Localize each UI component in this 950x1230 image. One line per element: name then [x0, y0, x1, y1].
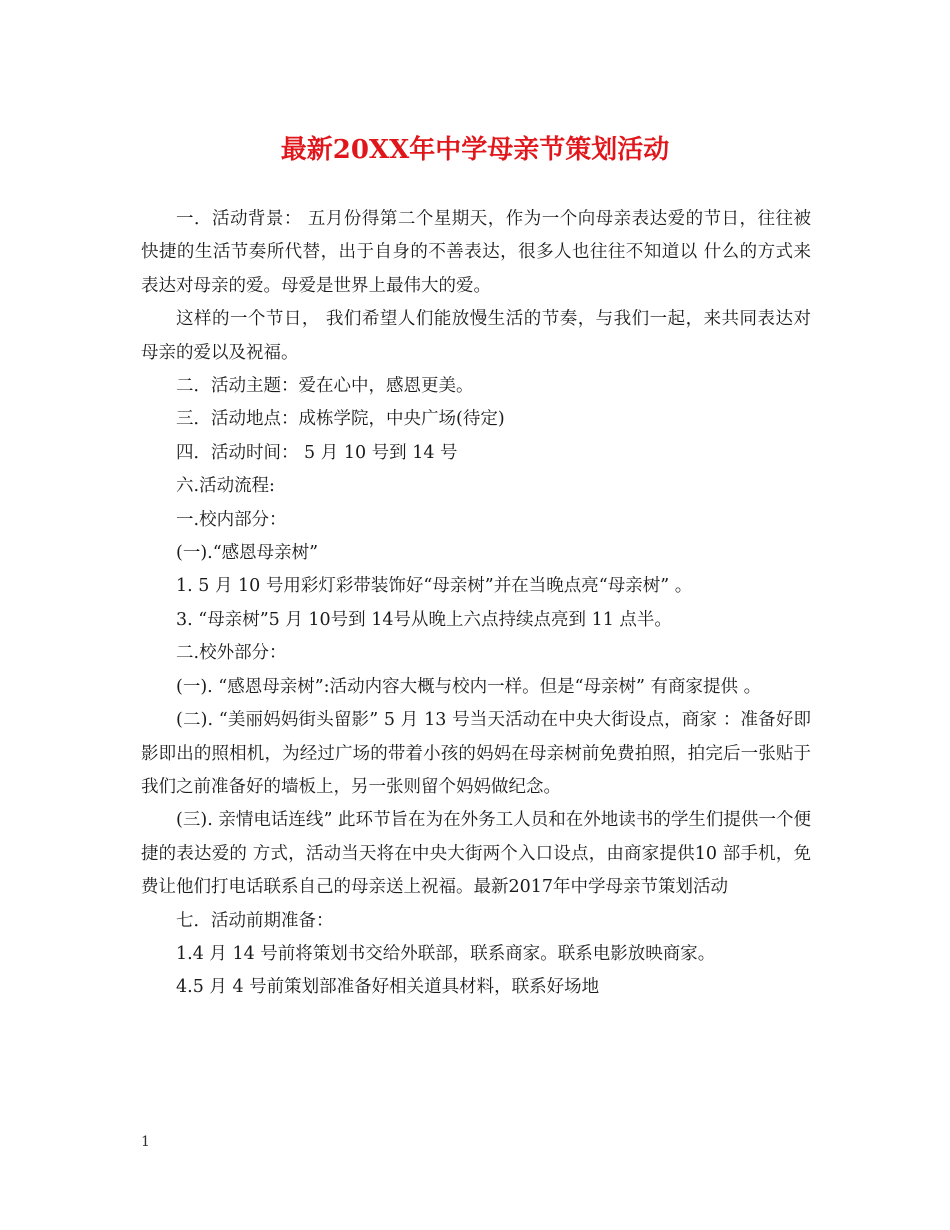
paragraph-location: 三．活动地点：成栋学院，中央广场(待定) — [176, 409, 505, 430]
page-number: 1 — [141, 1134, 150, 1150]
paragraph-preparation-step-1: 1.4 月 14 号前将策划书交给外联部，联系商家。联系电影放映商家。 — [176, 943, 716, 964]
paragraph-campus-heading: 一.校内部分： — [176, 509, 287, 530]
paragraph-theme: 二．活动主题：爱在心中，感恩更美。 — [176, 376, 474, 397]
paragraph-campus-step-3: 3. “母亲树”5 月 10号到 14号从晚上六点持续点亮到 11 点半。 — [176, 609, 672, 630]
paragraph-offcampus-item-2: (二). “美丽妈妈街头留影” 5 月 13 号当天活动在中央大街设点，商家 ：准备好即影即出的照相机，为经过广场的带着小孩的妈妈在母亲树前免费拍照，拍完后一张贴于我们之前准备好的墙板上，另一张则留个妈妈做纪念。 — [141, 710, 811, 797]
paragraph-offcampus-item-1: (一). “感恩母亲树”:活动内容大概与校内一样。但是“母亲树” 有商家提供 。 — [176, 676, 762, 697]
paragraph-process-heading: 六.活动流程: — [176, 476, 275, 497]
document-title: 最新20XX年中学母亲节策划活动 — [280, 135, 670, 165]
paragraph-preparation-step-4: 4.5 月 4 号前策划部准备好相关道具材料，联系好场地 — [176, 977, 600, 998]
paragraph-preparation-heading: 七．活动前期准备： — [176, 910, 334, 931]
paragraph-background: 一．活动背景： 五月份得第二个星期天，作为一个向母亲表达爱的节日，往往被快捷的生活节奏所代替，出于自身的不善表达，很多人也往往不知道以 什么的方式来表达对母亲的爱。母爱是世界上最伟大的爱。 — [141, 209, 811, 296]
paragraph-offcampus-heading: 二.校外部分： — [176, 643, 287, 664]
paragraph-campus-item-1: (一).“感恩母亲树” — [176, 543, 319, 564]
paragraph-intent: 这样的一个节日， 我们希望人们能放慢生活的节奏，与我们一起，来共同表达对母亲的爱以及祝福。 — [141, 309, 811, 363]
paragraph-offcampus-item-3: (三). 亲情电话连线” 此环节旨在为在外务工人员和在外地读书的学生们提供一个便捷的表达爱的 方式，活动当天将在中央大街两个入口设点，由商家提供10 部手机，免费让他们打电话联系自己的母亲送上祝福。最新2017年中学母亲节策划活动 — [141, 810, 811, 898]
document-body — [141, 203, 811, 1005]
paragraph-time: 四．活动时间： 5 月 10 号到 14 号 — [176, 442, 458, 463]
paragraph-campus-step-1: 1. 5 月 10 号用彩灯彩带装饰好“母亲树”并在当晚点亮“母亲树” 。 — [176, 576, 693, 597]
